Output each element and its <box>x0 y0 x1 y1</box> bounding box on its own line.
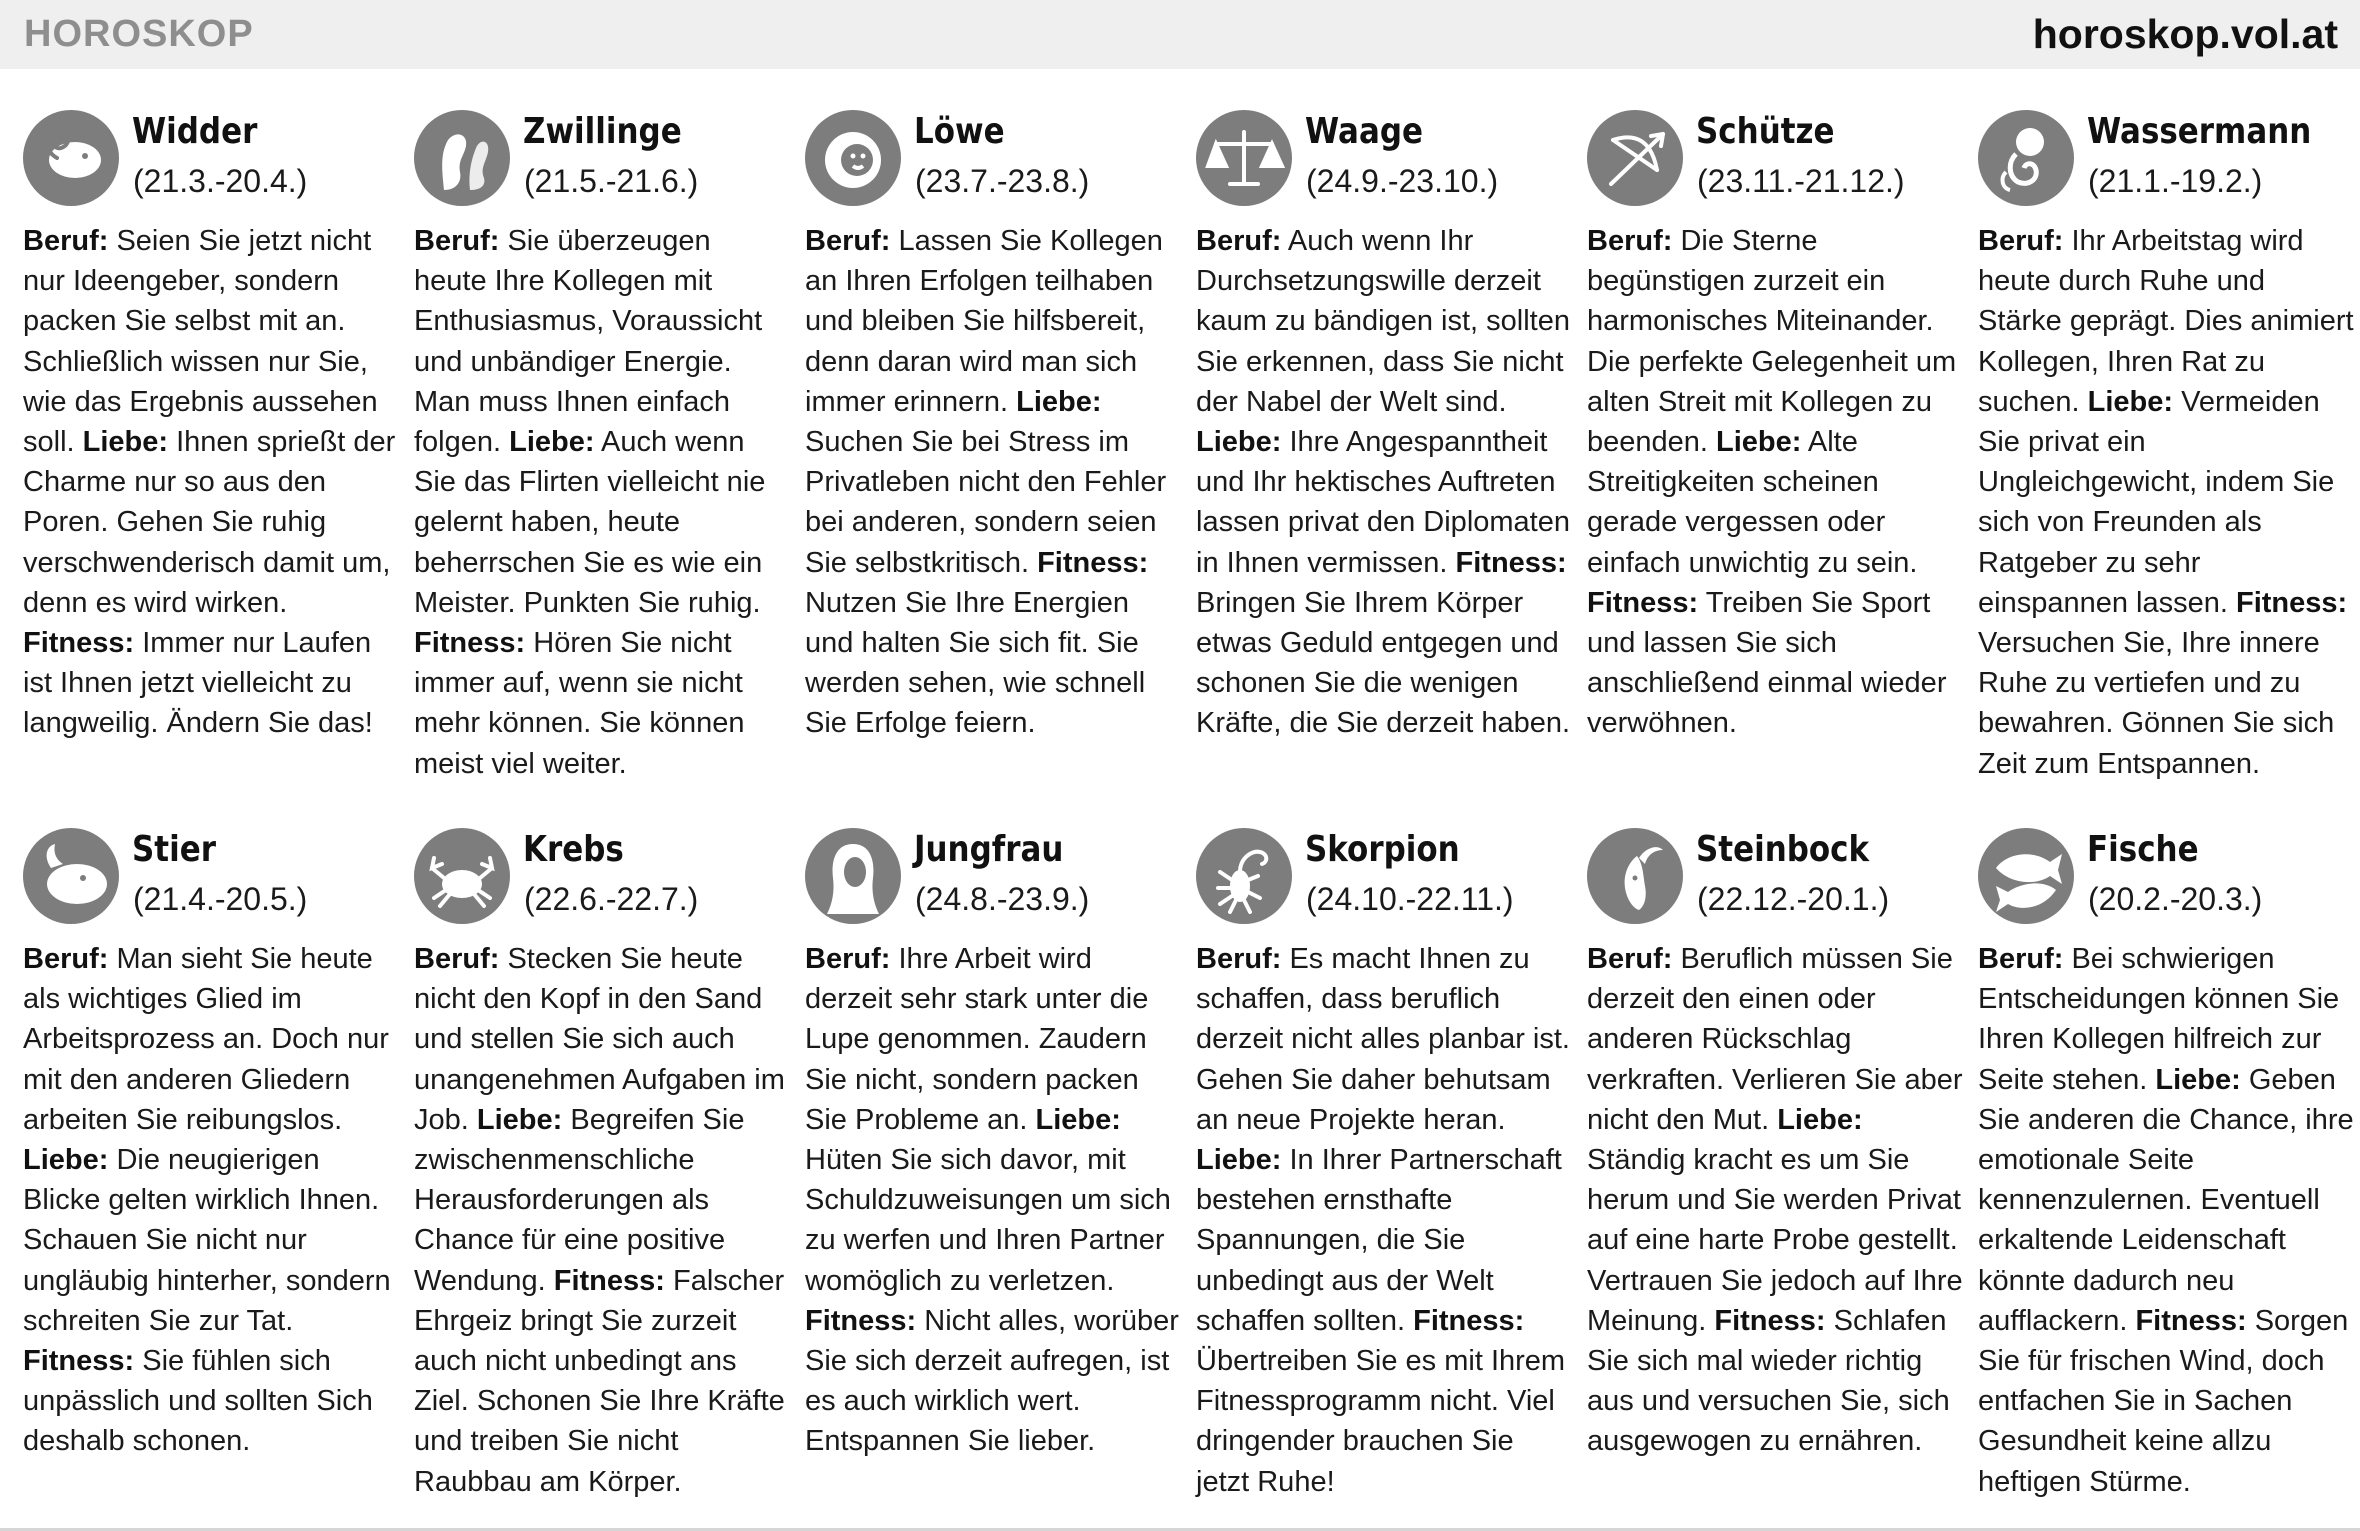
sign-wassermann <box>1978 97 2354 784</box>
sign-header <box>1196 97 1572 207</box>
liebe-text: In Ihrer Partnerschaft bestehen ernsthafte Spannungen, die Sie unbedingt aus der Welt schaffen sollten. <box>1196 1144 1562 1337</box>
beruf-text: Auch wenn Ihr Durchsetzungswille derzeit kaum zu bändigen ist, sollten Sie erkennen, dass Sie nicht der Nabel der Welt sind. <box>1196 225 1570 418</box>
beruf-text: Man sieht Sie heute als wichtiges Glied im Arbeitsprozess an. Doch nur mit den anderen Gliedern arbeiten Sie reibungslos. <box>23 943 389 1136</box>
liebe-text: Hüten Sie sich davor, mit Schuldzuweisungen um sich zu werfen und Ihren Partner womöglich zu verletzen. <box>805 1144 1171 1297</box>
liebe-text: Alte Streitigkeiten scheinen gerade vergessen oder einfach unwichtig zu sein. <box>1587 426 1918 579</box>
scorpion-icon <box>1196 828 1292 924</box>
sign-header <box>1978 97 2354 207</box>
sign-krebs <box>414 815 790 1502</box>
sign-header <box>23 815 399 925</box>
beruf-text: Ihre Arbeit wird derzeit sehr stark unter die Lupe genommen. Zaudern Sie nicht, sondern packen Sie Probleme an. <box>805 943 1149 1136</box>
liebe-text: Auch wenn Sie das Flirten vielleicht nie gelernt haben, heute beherrschen Sie es wie ein Meister. Punkten Sie ruhig. <box>414 426 766 619</box>
sign-name: Krebs <box>523 829 624 870</box>
liebe-label: Liebe: <box>2155 1063 2241 1096</box>
beruf-text: Lassen Sie Kollegen an Ihren Erfolgen teilhaben und bleiben Sie hilfsbereit, denn daran wird man sich immer erinnern. <box>805 225 1163 418</box>
liebe-text: Vermeiden Sie privat ein Ungleichgewicht, indem Sie sich von Freunden als Ratgeber zu sehr einspannen lassen. <box>1978 385 2335 619</box>
twins-icon <box>414 110 510 206</box>
sign-dates: (22.6.-22.7.) <box>524 881 699 917</box>
sign-name: Waage <box>1305 111 1423 152</box>
sign-header <box>23 97 399 207</box>
sign-text <box>23 939 399 1462</box>
sign-header <box>414 97 790 207</box>
liebe-label: Liebe: <box>1777 1103 1863 1136</box>
beruf-text: Bei schwierigen Entscheidungen können Sie Ihren Kollegen hilfreich zur Seite stehen. <box>1978 943 2340 1096</box>
sign-dates: (21.5.-21.6.) <box>524 163 699 199</box>
crab-icon <box>414 828 510 924</box>
sign-header <box>1978 815 2354 925</box>
fitness-text: Hören Sie nicht immer auf, wenn sie nicht mehr können. Sie können meist viel weiter. <box>414 627 745 780</box>
fitness-label: Fitness: <box>1587 586 1699 619</box>
sign-dates: (23.7.-23.8.) <box>915 163 1090 199</box>
sign-name: Jungfrau <box>914 829 1064 870</box>
fitness-text: Sorgen Sie für frischen Wind, doch entfachen Sie in Sachen Gesundheit keine allzu heftigen Stürme. <box>1978 1304 2349 1498</box>
fitness-label: Fitness: <box>1455 546 1567 579</box>
fitness-label: Fitness: <box>1413 1304 1525 1337</box>
sign-widder <box>23 97 399 744</box>
sign-dates: (22.12.-20.1.) <box>1697 881 1890 917</box>
sign-text <box>1978 939 2354 1502</box>
sign-header <box>805 97 1181 207</box>
beruf-label: Beruf: <box>414 225 500 257</box>
virgin-icon <box>805 828 901 924</box>
liebe-text: Begreifen Sie zwischenmenschliche Herausforderungen als Chance für eine positive Wendung. <box>414 1103 745 1297</box>
fish-icon <box>1978 828 2074 924</box>
fitness-label: Fitness: <box>805 1304 917 1337</box>
sign-dates: (24.9.-23.10.) <box>1306 163 1499 199</box>
sign-schuetze <box>1587 97 1963 744</box>
sign-name: Widder <box>132 111 258 152</box>
fitness-text: Immer nur Laufen ist Ihnen jetzt vielleicht zu langweilig. Ändern Sie das! <box>23 627 373 740</box>
header-bar <box>0 0 2360 69</box>
sign-text <box>414 939 790 1502</box>
liebe-label: Liebe: <box>1196 1144 1282 1177</box>
bull-icon <box>23 828 119 924</box>
liebe-text: Geben Sie anderen die Chance, ihre emotionale Seite kennenzulernen. Eventuell erkaltende Leidenschaft könnte dadurch neu aufflackern. <box>1978 1063 2354 1337</box>
beruf-text: Stecken Sie heute nicht den Kopf in den Sand und stellen Sie sich auch unangenehmen Aufgaben im Job. <box>414 943 785 1136</box>
beruf-label: Beruf: <box>23 943 109 975</box>
sign-header <box>1587 97 1963 207</box>
fitness-label: Fitness: <box>23 1345 135 1378</box>
beruf-text: Sie überzeugen heute Ihre Kollegen mit Enthusiasmus, Voraussicht und unbändiger Energie. Man muss Ihnen einfach folgen. <box>414 225 763 459</box>
sign-steinbock <box>1587 815 1963 1462</box>
sign-name: Schütze <box>1696 111 1835 152</box>
beruf-label: Beruf: <box>1587 225 1673 257</box>
sign-fische <box>1978 815 2354 1502</box>
beruf-label: Beruf: <box>1587 943 1673 975</box>
fitness-text: Nicht alles, worüber Sie sich derzeit aufregen, ist es auch wirklich wert. Entspannen Sie lieber. <box>805 1304 1179 1458</box>
sign-jungfrau <box>805 815 1181 1462</box>
beruf-text: Seien Sie jetzt nicht nur Ideengeber, sondern packen Sie selbst mit an. Schließlich wissen nur Sie, wie das Ergebnis aussehen soll. <box>23 225 378 459</box>
liebe-label: Liebe: <box>2087 385 2174 418</box>
fitness-label: Fitness: <box>1714 1304 1826 1337</box>
sign-waage <box>1196 97 1572 744</box>
liebe-text: Ihre Angespanntheit und Ihr hektisches Auftreten lassen privat den Diplomaten in Ihnen vermissen. <box>1196 426 1570 579</box>
sign-skorpion <box>1196 815 1572 1502</box>
liebe-text: Suchen Sie bei Stress im Privatleben nicht den Fehler bei anderen, sondern seien Sie selbstkritisch. <box>805 426 1167 579</box>
liebe-label: Liebe: <box>82 426 169 459</box>
ram-icon <box>23 110 119 206</box>
section-title: HOROSKOP <box>24 13 254 55</box>
lion-icon <box>805 110 901 206</box>
sign-text <box>1196 939 1572 1502</box>
sign-header <box>1587 815 1963 925</box>
sign-text <box>1587 221 1963 744</box>
water-bearer-icon <box>1978 110 2074 206</box>
liebe-label: Liebe: <box>23 1144 109 1177</box>
beruf-label: Beruf: <box>1196 943 1282 975</box>
fitness-text: Bringen Sie Ihrem Körper etwas Geduld entgegen und schonen Sie die wenigen Kräfte, die Sie derzeit haben. <box>1196 586 1571 740</box>
sign-header <box>1196 815 1572 925</box>
beruf-label: Beruf: <box>23 225 109 257</box>
sign-dates: (21.1.-19.2.) <box>2088 163 2263 199</box>
sign-text <box>414 221 790 784</box>
sign-text <box>1978 221 2354 784</box>
beruf-label: Beruf: <box>1978 225 2064 257</box>
fitness-label: Fitness: <box>414 627 526 660</box>
sign-header <box>414 815 790 925</box>
sign-stier <box>23 815 399 1462</box>
sign-dates: (24.10.-22.11.) <box>1306 881 1514 917</box>
sign-text <box>1196 221 1572 744</box>
sign-text <box>1587 939 1963 1462</box>
fitness-label: Fitness: <box>1037 546 1149 579</box>
sign-dates: (21.4.-20.5.) <box>133 881 308 917</box>
sign-loewe <box>805 97 1181 744</box>
beruf-text: Es macht Ihnen zu schaffen, dass beruflich derzeit nicht alles planbar ist. Gehen Sie daher behutsam an neue Projekte heran. <box>1196 943 1570 1136</box>
sign-name: Steinbock <box>1696 829 1870 870</box>
horoscope-row-1 <box>0 97 2360 815</box>
fitness-text: Versuchen Sie, Ihre innere Ruhe zu vertiefen und zu bewahren. Gönnen Sie sich Zeit zum Entspannen. <box>1978 627 2335 780</box>
sign-name: Stier <box>132 829 216 870</box>
fitness-text: Nutzen Sie Ihre Energien und halten Sie sich fit. Sie werden sehen, wie schnell Sie Erfolge feiern. <box>805 586 1146 740</box>
scales-icon <box>1196 110 1292 206</box>
sign-dates: (24.8.-23.9.) <box>915 881 1090 917</box>
fitness-label: Fitness: <box>23 627 135 660</box>
sign-name: Skorpion <box>1305 829 1460 870</box>
beruf-label: Beruf: <box>1196 225 1282 257</box>
fitness-text: Übertreiben Sie es mit Ihrem Fitnessprogramm nicht. Viel dringender brauchen Sie jetzt Ruhe! <box>1196 1345 1566 1498</box>
sign-name: Zwillinge <box>523 111 682 152</box>
sign-text <box>23 221 399 744</box>
sign-zwillinge <box>414 97 790 784</box>
sign-dates: (20.2.-20.3.) <box>2088 881 2263 917</box>
beruf-text: Ihr Arbeitstag wird heute durch Ruhe und Stärke geprägt. Dies animiert Kollegen, Ihren Rat zu suchen. <box>1978 225 2354 418</box>
capricorn-icon <box>1587 828 1683 924</box>
sign-text <box>805 221 1181 744</box>
fitness-text: Schlafen Sie sich mal wieder richtig aus und versuchen Sie, sich ausgewogen zu ernähren. <box>1587 1304 1950 1458</box>
sign-dates: (21.3.-20.4.) <box>133 163 308 199</box>
fitness-label: Fitness: <box>2135 1304 2247 1337</box>
liebe-label: Liebe: <box>476 1103 563 1136</box>
liebe-text: Die neugierigen Blicke gelten wirklich Ihnen. Schauen Sie nicht nur ungläubig hinterher, sondern schreiten Sie zur Tat. <box>23 1144 391 1337</box>
fitness-text: Sie fühlen sich unpässlich und sollten Sich deshalb schonen. <box>23 1345 373 1458</box>
sign-dates: (23.11.-21.12.) <box>1697 163 1905 199</box>
archer-icon <box>1587 110 1683 206</box>
liebe-text: Ihnen sprießt der Charme nur so aus den Poren. Gehen Sie ruhig verschwenderisch damit um, denn es wird wirken. <box>23 426 396 619</box>
beruf-label: Beruf: <box>1978 943 2064 975</box>
horoscope-grid <box>0 97 2360 1515</box>
sign-header <box>805 815 1181 925</box>
beruf-label: Beruf: <box>805 225 891 257</box>
site-url[interactable]: horoskop.vol.at <box>2032 11 2338 57</box>
horoscope-row-2 <box>0 815 2360 1515</box>
liebe-label: Liebe: <box>1196 426 1282 459</box>
sign-name: Löwe <box>914 111 1005 152</box>
liebe-text: Ständig kracht es um Sie herum und Sie werden Privat auf eine harte Probe gestellt. Vertrauen Sie jedoch auf Ihre Meinung. <box>1587 1144 1963 1337</box>
fitness-text: Falscher Ehrgeiz bringt Sie zurzeit auch nicht unbedingt ans Ziel. Schonen Sie Ihre Kräfte und treiben Sie nicht Raubbau am Körper. <box>414 1264 785 1498</box>
sign-name: Wassermann <box>2087 111 2312 152</box>
liebe-label: Liebe: <box>1035 1103 1121 1136</box>
beruf-label: Beruf: <box>414 943 500 975</box>
sign-text <box>805 939 1181 1462</box>
beruf-text: Die Sterne begünstigen zurzeit ein harmonisches Miteinander. Die perfekte Gelegenheit um alten Streit mit Kollegen zu beenden. <box>1587 225 1957 459</box>
fitness-text: Treiben Sie Sport und lassen Sie sich anschließend einmal wieder verwöhnen. <box>1587 586 1947 740</box>
sign-name: Fische <box>2087 829 2199 870</box>
liebe-label: Liebe: <box>509 426 595 459</box>
beruf-text: Beruflich müssen Sie derzeit den einen oder anderen Rückschlag verkraften. Verlieren Sie aber nicht den Mut. <box>1587 943 1963 1136</box>
liebe-label: Liebe: <box>1016 385 1102 418</box>
fitness-label: Fitness: <box>2235 586 2348 619</box>
fitness-label: Fitness: <box>553 1264 665 1297</box>
beruf-label: Beruf: <box>805 943 891 975</box>
liebe-label: Liebe: <box>1716 426 1802 459</box>
